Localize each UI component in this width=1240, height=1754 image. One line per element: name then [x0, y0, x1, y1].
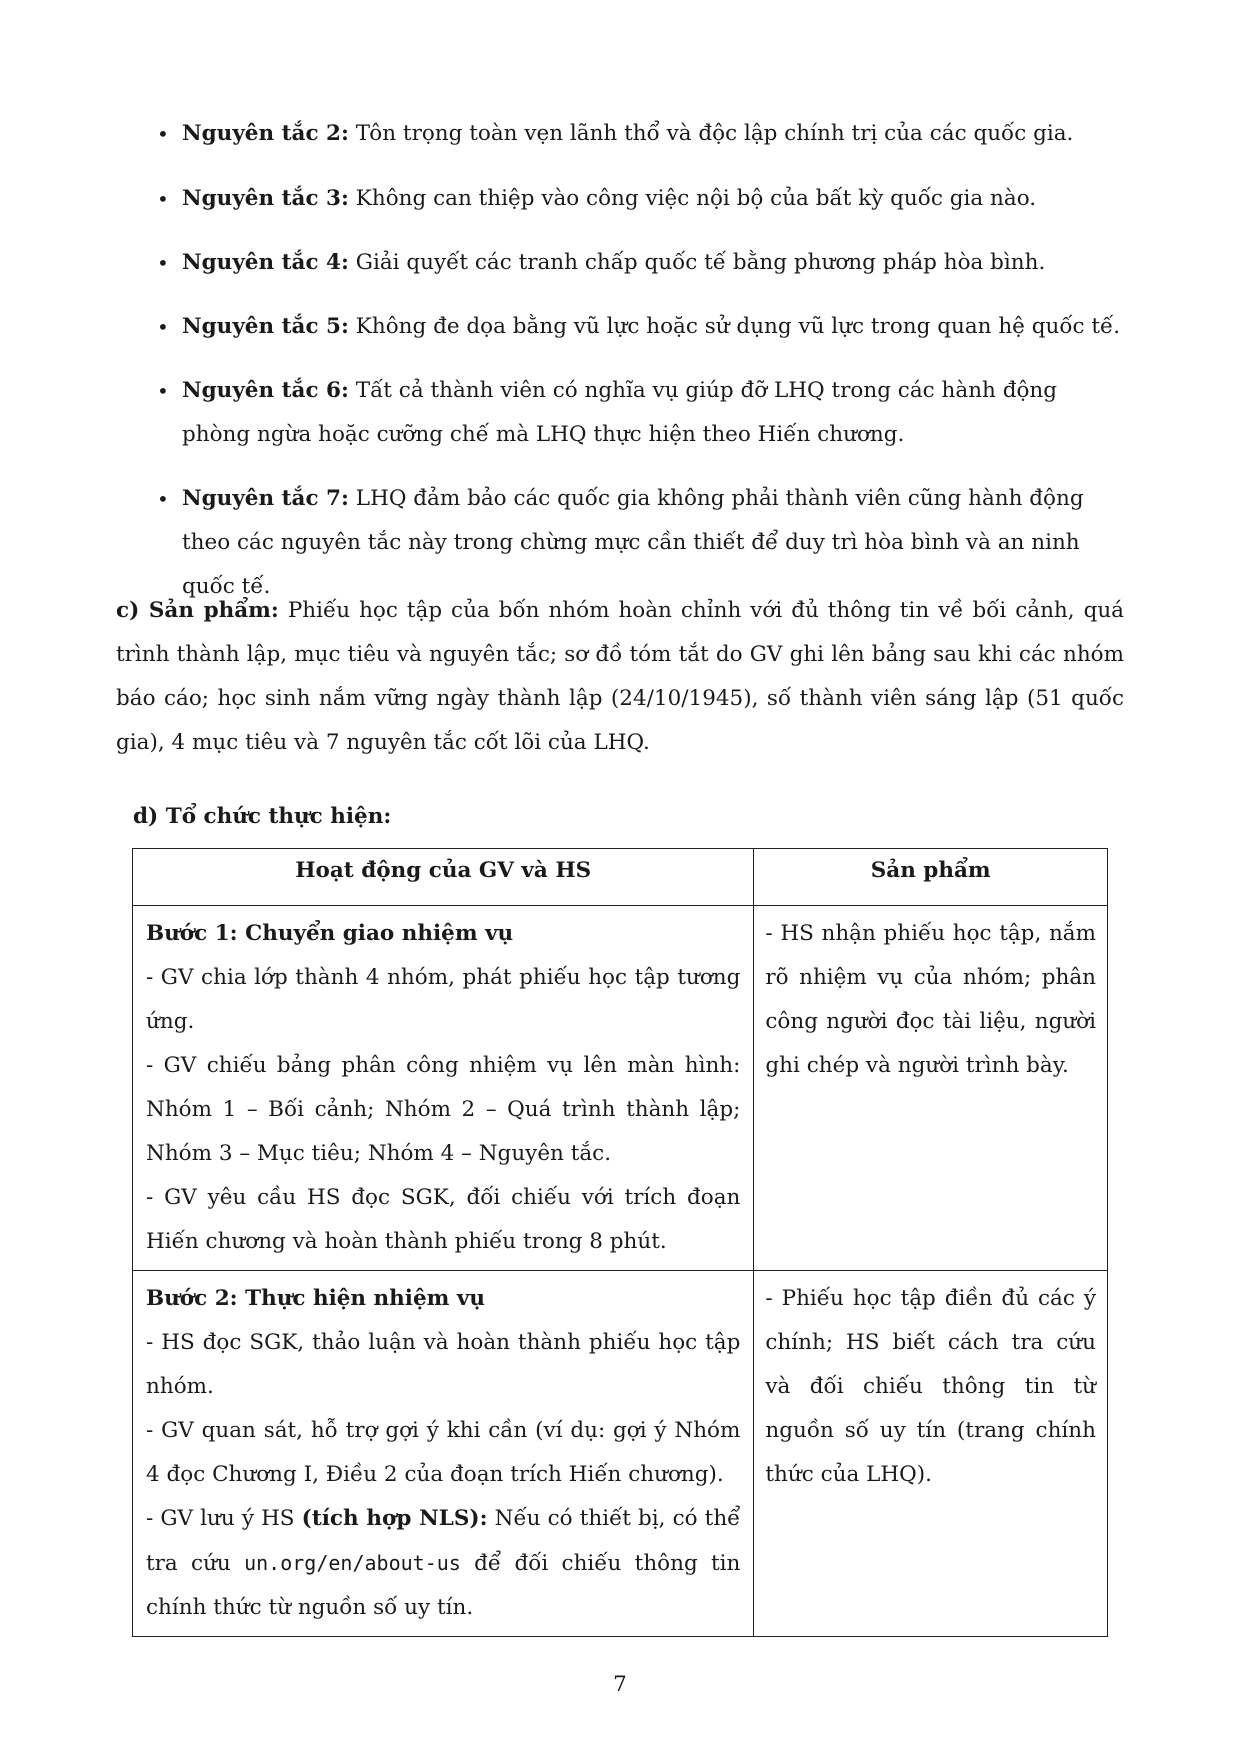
section-c-label: c) Sản phẩm:: [116, 598, 279, 623]
bullet-icon: •: [157, 251, 169, 275]
step2-activities-cell: [133, 1271, 754, 1637]
list-item: [157, 112, 1128, 156]
table-row: [133, 1271, 1108, 1637]
principle-text: Tôn trọng toàn vẹn lãnh thổ và độc lập chính trị của các quốc gia.: [355, 121, 1074, 146]
section-c-text: Phiếu học tập của bốn nhóm hoàn chỉnh với đủ thông tin về bối cảnh, quá trình thành lập, mục tiêu và nguyên tắc; sơ đồ tóm tắt do GV ghi lên bảng sau khi các nhóm báo cáo; học sinh nắm vững ngày thành lập (24/10/1945), số thành viên sáng lập (51 quốc gia), 4 mục tiêu và 7 nguyên tắc cốt lõi của LHQ.: [116, 598, 1124, 755]
principle-text: Giải quyết các tranh chấp quốc tế bằng phương pháp hòa bình.: [355, 250, 1046, 275]
section-d-heading: [133, 795, 391, 839]
step1-line: - GV yêu cầu HS đọc SGK, đối chiếu với trích đoạn Hiến chương và hoàn thành phiếu trong 8 phút.: [146, 1185, 741, 1254]
principle-text: Không can thiệp vào công việc nội bộ của bất kỳ quốc gia nào.: [355, 186, 1037, 211]
step1-activities-cell: [133, 906, 754, 1271]
step2-product-cell: [754, 1271, 1108, 1637]
principle-text: Tất cả thành viên có nghĩa vụ giúp đỡ LHQ trong các hành động phòng ngừa hoặc cưỡng chế mà LHQ thực hiện theo Hiến chương.: [182, 378, 1058, 447]
nls-mid: Nếu có thiết bị, có thể tra cứu: [146, 1506, 741, 1576]
page-number: 7: [613, 1672, 627, 1697]
step1-line: - GV chia lớp thành 4 nhóm, phát phiếu học tập tương ứng.: [146, 965, 741, 1034]
principle-text: Không đe dọa bằng vũ lực hoặc sử dụng vũ lực trong quan hệ quốc tế.: [355, 314, 1121, 339]
principle-label: Nguyên tắc 3:: [182, 186, 349, 211]
list-item: [157, 241, 1128, 285]
bullet-icon: •: [157, 187, 169, 211]
principle-label: Nguyên tắc 5:: [182, 314, 349, 339]
principle-label: Nguyên tắc 7:: [182, 486, 349, 511]
list-item: [157, 369, 1128, 457]
column-header-products: Sản phẩm: [754, 849, 1108, 906]
list-item: [157, 177, 1128, 221]
un-url-link[interactable]: un.org/en/about-us: [244, 1551, 461, 1575]
section-c-paragraph: [116, 589, 1124, 765]
nls-label: (tích hợp NLS):: [301, 1506, 488, 1531]
step1-line: - GV chiếu bảng phân công nhiệm vụ lên màn hình: Nhóm 1 – Bối cảnh; Nhóm 2 – Quá trình thành lập; Nhóm 3 – Mục tiêu; Nhóm 4 – Nguyên tắc.: [146, 1053, 741, 1166]
table-header-row: [133, 849, 1108, 906]
principles-list: [157, 112, 1128, 629]
section-d-label: d) Tổ chức thực hiện:: [133, 804, 392, 829]
list-item: [157, 305, 1128, 349]
nls-prefix: - GV lưu ý HS: [146, 1506, 302, 1531]
column-header-activities: Hoạt động của GV và HS: [133, 849, 754, 906]
principle-label: Nguyên tắc 4:: [182, 250, 349, 275]
step1-product-cell: [754, 906, 1108, 1271]
bullet-icon: •: [157, 315, 169, 339]
bullet-icon: •: [157, 122, 169, 146]
step1-product: - HS nhận phiếu học tập, nắm rõ nhiệm vụ của nhóm; phân công người đọc tài liệu, người ghi chép và người trình bày.: [765, 921, 1096, 1078]
step2-product: - Phiếu học tập điền đủ các ý chính; HS biết cách tra cứu và đối chiếu thông tin từ nguồn số uy tín (trang chính thức của LHQ).: [765, 1286, 1096, 1487]
step2-title: Bước 2: Thực hiện nhiệm vụ: [146, 1286, 486, 1311]
bullet-icon: •: [157, 487, 169, 511]
activities-table: [132, 848, 1108, 1637]
bullet-icon: •: [157, 379, 169, 403]
principle-label: Nguyên tắc 6:: [182, 378, 349, 403]
principle-label: Nguyên tắc 2:: [182, 121, 349, 146]
principle-text: LHQ đảm bảo các quốc gia không phải thành viên cũng hành động theo các nguyên tắc này trong chừng mực cần thiết để duy trì hòa bình và an ninh quốc tế.: [182, 486, 1084, 599]
nls-suffix: để đối chiếu thông tin chính thức từ nguồn số uy tín.: [146, 1551, 741, 1620]
step2-nls-line: [146, 1497, 740, 1630]
step1-title: Bước 1: Chuyển giao nhiệm vụ: [146, 921, 514, 946]
step2-line: - HS đọc SGK, thảo luận và hoàn thành phiếu học tập nhóm.: [146, 1330, 741, 1399]
table-row: [133, 906, 1108, 1271]
step2-line: - GV quan sát, hỗ trợ gợi ý khi cần (ví dụ: gợi ý Nhóm 4 đọc Chương I, Điều 2 của đoạn trích Hiến chương).: [146, 1418, 741, 1487]
